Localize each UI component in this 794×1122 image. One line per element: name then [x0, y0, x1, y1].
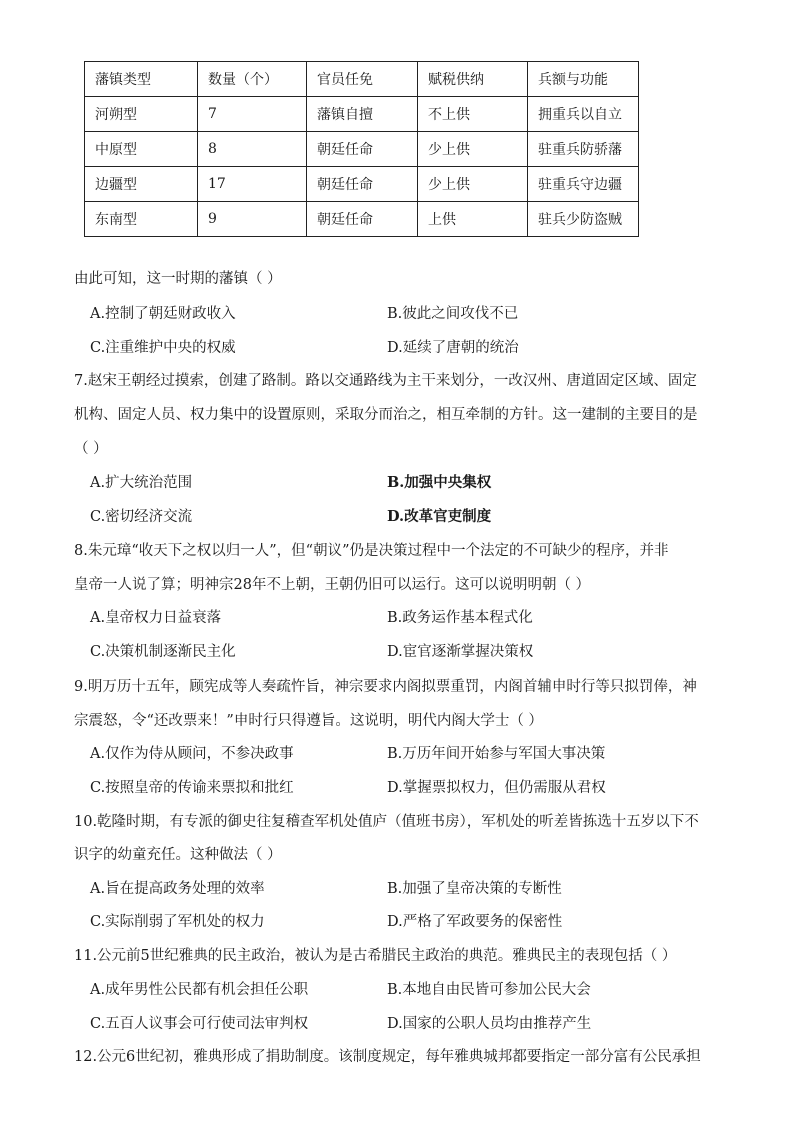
table-row — [85, 97, 639, 132]
table-row — [85, 202, 639, 237]
table-cell: 藩镇自擅 — [307, 97, 418, 132]
table-cell: 少上供 — [418, 132, 528, 167]
q8-option-a: A.皇帝权力日益衰落 — [90, 610, 222, 626]
q10-option-c: C.实际削弱了军机处的权力 — [90, 914, 265, 930]
q10-option-b: B.加强了皇帝决策的专断性 — [387, 881, 562, 897]
q12-stem-line1: 12.公元6世纪初，雅典形成了捐助制度。该制度规定，每年雅典城邦都要指定一部分富有公民承担 — [74, 1049, 701, 1065]
q6-option-b: B.彼此之间攻伐不已 — [387, 306, 519, 322]
table-cell: 边疆型 — [85, 167, 198, 202]
table-cell: 少上供 — [418, 167, 528, 202]
table-header-row — [85, 62, 639, 97]
q6-stem: 由此可知，这一时期的藩镇（ ） — [74, 271, 282, 287]
table-cell: 朝廷任命 — [307, 202, 418, 237]
q10-stem-line2: 识字的幼童充任。这种做法（ ） — [74, 847, 282, 863]
q8-stem-line1: 8.朱元璋“收天下之权以归一人”，但“朝议”仍是决策过程中一个法定的不可缺少的程序，并非 — [74, 543, 669, 559]
table-row — [85, 132, 639, 167]
q11-stem-line1: 11.公元前5世纪雅典的民主政治，被认为是古希腊民主政治的典范。雅典民主的表现包括（ ） — [74, 948, 677, 964]
q8-stem-line2: 皇帝一人说了算；明神宗28年不上朝，王朝仍旧可以运行。这可以说明明朝（ ） — [74, 577, 591, 593]
q9-option-c: C.按照皇帝的传谕来票拟和批红 — [90, 780, 294, 796]
table-cell: 河朔型 — [85, 97, 198, 132]
q8-option-b: B.政务运作基本程式化 — [387, 610, 533, 626]
header-cell: 兵额与功能 — [528, 62, 639, 97]
q7-option-b: B.加强中央集权 — [387, 474, 492, 491]
table-cell: 9 — [198, 202, 307, 237]
table-cell: 驻重兵防骄藩 — [528, 132, 639, 167]
table-cell: 拥重兵以自立 — [528, 97, 639, 132]
q11-option-c: C.五百人议事会可行使司法审判权 — [90, 1016, 309, 1032]
table-cell: 17 — [198, 167, 307, 202]
q7-stem-line1: 7.赵宋王朝经过摸索，创建了路制。路以交通路线为主干来划分，一改汉州、唐道固定区域、固定 — [74, 373, 697, 389]
q10-option-a: A.旨在提高政务处理的效率 — [90, 881, 265, 897]
table-cell: 中原型 — [85, 132, 198, 167]
q11-option-a: A.成年男性公民都有机会担任公职 — [90, 982, 309, 998]
q6-option-a: A.控制了朝廷财政收入 — [90, 306, 236, 322]
q9-option-b: B.万历年间开始参与军国大事决策 — [387, 746, 606, 762]
table-cell: 不上供 — [418, 97, 528, 132]
q8-option-d: D.宦官逐渐掌握决策权 — [387, 644, 534, 660]
table-cell: 7 — [198, 97, 307, 132]
q6-option-d: D.延续了唐朝的统治 — [387, 340, 519, 356]
table-cell: 上供 — [418, 202, 528, 237]
table-row — [85, 167, 639, 202]
q10-option-d: D.严格了军政要务的保密性 — [387, 914, 563, 930]
q7-stem-line3: （ ） — [74, 441, 108, 457]
q6-option-c: C.注重维护中央的权威 — [90, 340, 236, 356]
q7-option-a: A.扩大统治范围 — [90, 475, 193, 491]
header-cell: 藩镇类型 — [85, 62, 198, 97]
q9-stem-line2: 宗震怒，令“还改票来！”申时行只得遵旨。这说明，明代内阁大学士（ ） — [74, 713, 543, 729]
q11-option-b: B.本地自由民皆可参加公民大会 — [387, 982, 591, 998]
q7-option-d: D.改革官吏制度 — [387, 508, 492, 525]
q9-option-d: D.掌握票拟权力，但仍需服从君权 — [387, 780, 606, 796]
table-cell: 朝廷任命 — [307, 132, 418, 167]
header-cell: 赋税供纳 — [418, 62, 528, 97]
fanzhen-table — [84, 61, 639, 237]
table-cell: 8 — [198, 132, 307, 167]
table-cell: 朝廷任命 — [307, 167, 418, 202]
q10-stem-line1: 10.乾隆时期，有专派的御史往复稽查军机处值庐（值班书房），军机处的听差皆拣选十五岁以下不 — [74, 814, 699, 830]
header-cell: 官员任免 — [307, 62, 418, 97]
q7-option-c: C.密切经济交流 — [90, 509, 193, 525]
table-cell: 东南型 — [85, 202, 198, 237]
q9-option-a: A.仅作为侍从顾问，不参决政事 — [90, 746, 294, 762]
table-cell: 驻兵少防盗贼 — [528, 202, 639, 237]
q7-stem-line2: 机构、固定人员、权力集中的设置原则，采取分而治之，相互牵制的方针。这一建制的主要目的是 — [74, 407, 698, 423]
table-cell: 驻重兵守边疆 — [528, 167, 639, 202]
q8-option-c: C.决策机制逐渐民主化 — [90, 644, 236, 660]
q9-stem-line1: 9.明万历十五年，顾宪成等人奏疏忤旨，神宗要求内阁拟票重罚，内阁首辅申时行等只拟罚俸，神 — [74, 679, 697, 695]
header-cell: 数量（个） — [198, 62, 307, 97]
q11-option-d: D.国家的公职人员均由推荐产生 — [387, 1016, 592, 1032]
